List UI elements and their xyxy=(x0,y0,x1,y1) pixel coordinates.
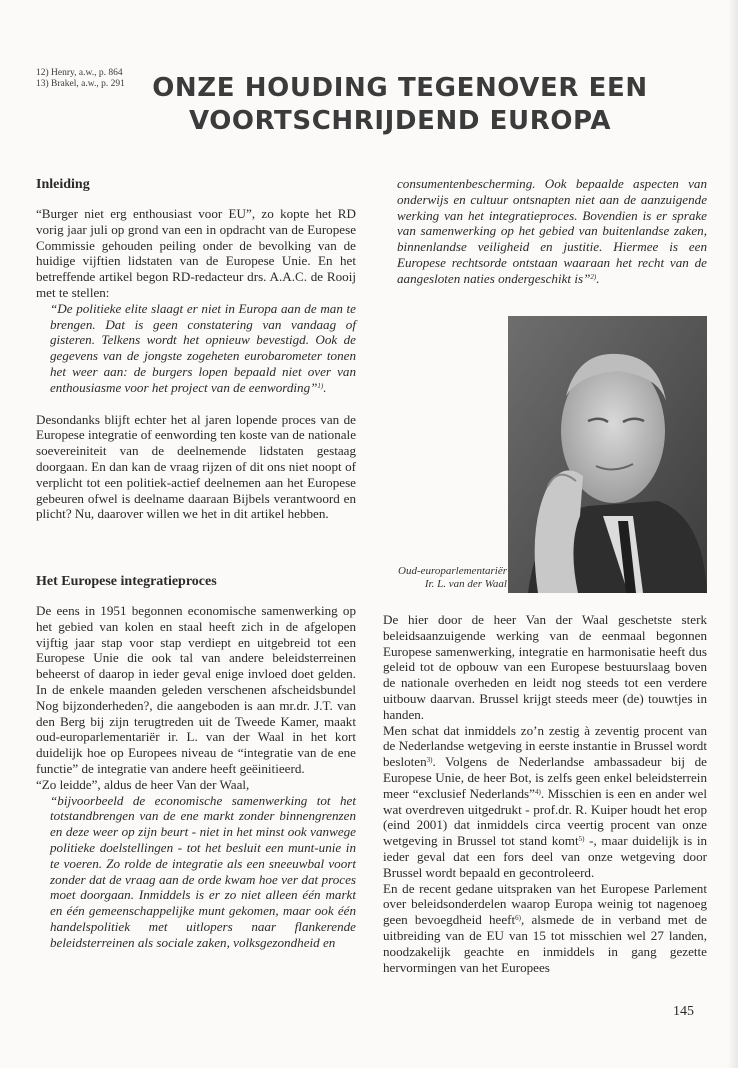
article-title xyxy=(120,72,680,138)
waal-quote-continued-text: consumentenbescherming. Ook bepaalde aspecten van onderwijs en cultuur ontsnapten niet aan de aanzuigende werking van het integratieproces. Bovendien is er sprake van samenwerking op het gebied van buitenlandse zaken, binnenlandse veiligheid en justitie. Hiermee is een Europese rechtsorde ontstaan waaraan het recht van de aangesloten naties ondergeschikt is” xyxy=(397,176,707,286)
waal-quote-continued: consumentenbescherming. Ook bepaalde aspecten van onderwijs en cultuur ontsnapten niet aan de aanzuigende werking van het integratieproces. Bovendien is er sprake van samenwerking op het gebied van buitenlandse zaken, binnenlandse veiligheid en justitie. Hiermee is een Europese rechtsorde ontstaan waaraan het recht van de aangesloten naties ondergeschikt is”$^{2)}$. xyxy=(397,176,707,286)
portrait-photo xyxy=(508,316,707,593)
footnote-13: 13) Brakel, a.w., p. 291 xyxy=(36,79,125,89)
integration-paragraph-5 xyxy=(383,881,707,976)
footnote-ref-2: 2) xyxy=(590,272,597,281)
title-line-2: VOORTSCHRIJDEND EUROPA xyxy=(188,106,612,136)
footnote-ref-4: 4) xyxy=(534,787,541,796)
heading-inleiding: Inleiding xyxy=(36,177,90,192)
intro-quote: “De politieke elite slaagt er niet in Europa aan de man te brengen. Dat is geen constatering van vandaag of gisteren. Telkens wordt het opnieuw bevestigd. Ook de gegevens van de jongste zogeheten eurobarometer tonen het weer aan: de burgers lopen bepaald niet over van enthousiasme voor het project van de eenwording”$^{1)}$. xyxy=(50,300,356,395)
p4-text-a: Men schat dat inmiddels zo’n zestig à zeventig procent van de Nederlandse wetgeving in eerste instantie in Brussel wordt besloten xyxy=(383,722,707,770)
footnote-ref-3: 3) xyxy=(426,756,433,765)
right-column-top xyxy=(383,176,707,287)
p4-text-c: . Misschien is een en ander wel wat overdreven uitgedrukt - prof.dr. R. Kuiper houdt het erop (eind 2001) dat inmiddels circa veertig procent van onze wetgeving in Brussel tot stand komt xyxy=(383,785,707,849)
integration-paragraph-1: De eens in 1951 begonnen economische samenwerking op het gebied van kolen en staal heeft zich in de afgelopen vijftig jaar stap voor stap verdiept en uitgebreid tot een Europese Unie die ook tal van andere beleidsterreinen beheerst of daarop in ieder geval enige invloed doet gelden. In de enkele maanden geleden verschenen afscheidsbundel Nog bijzonderheden?, die aangeboden is aan mr.dr. J.T. van den Berg bij zijn terugtreden uit de Tweede Kamer, maakt oud-europarlementariër ir. L. van der Waal in het kort duidelijk hoe op Europees niveau de “integratie van de ene functie” de integratie van andere heeft geëinitieerd. xyxy=(36,603,356,776)
intro-quote-text: “De politieke elite slaagt er niet in Europa aan de man te brengen. Dat is geen constatering van vandaag of gisteren. Telkens wordt het opnieuw bevestigd. Ook de gegevens van de jongste zogeheten eurobarometer tonen het weer aan: de burgers lopen bepaald niet over van enthousiasme voor het project van de eenwording” xyxy=(50,300,356,395)
integration-paragraph-2: “Zo leidde”, aldus de heer Van der Waal, xyxy=(36,776,250,792)
footnote-ref-5: 5) xyxy=(578,835,585,844)
footnote-12: 12) Henry, a.w., p. 864 xyxy=(36,68,123,78)
p4-text-d: -, maar duidelijk is in ieder geval dat een fors deel van onze wetgeving door Brussel wordt bepaald en gecontroleerd. xyxy=(383,833,707,880)
photo-caption: Oud-europarlementariër Ir. L. van der Waal xyxy=(398,565,507,590)
footnotes xyxy=(36,68,125,90)
footnote-ref-1: 1) xyxy=(317,381,324,390)
waal-quote: “bijvoorbeeld de economische samenwerking tot het totstandbrengen van de ene markt zonder binnengrenzen en deze weer op zijn beurt - niet in het minst ook vanwege politieke doelstellingen - tot het besluit een munt-unie in te voeren. Zo rolde de integratie als een sneeuwbal voort zonder dat de vraag aan de orde kwam hoe ver dat proces moet doorgaan. Inmiddels is er zo niet alleen één markt en één gemeenschappelijke munt gekomen, maar ook één handelspolitiek met uitlopers naar flankerende beleidsterreinen als sociale zaken, volksgezondheid en xyxy=(50,792,356,950)
p4-text-b: . Volgens de Nederlandse ambassadeur bij de Europese Unie, de heer Bot, is zelfs geen enkel beleidsterrein meer “exclusief Nederlands” xyxy=(383,754,707,801)
integration-paragraph-4 xyxy=(383,723,707,881)
intro-paragraph-1: “Burger niet erg enthousiast voor EU”, zo kopte het RD vorig jaar juli op grond van een in opdracht van de Europese Commissie gehouden peiling onder de bevolking van de huidige vijftien lidstaten van de Europese Unie. En het betreffende artikel begon RD-redacteur drs. A.A.C. de Rooij met te stellen: xyxy=(36,206,356,300)
footnote-ref-6: 6) xyxy=(515,914,521,923)
left-column-intro xyxy=(36,176,356,522)
heading-europese-integratieproces: Het Europese integratieproces xyxy=(36,574,217,589)
integration-paragraph-3: De hier door de heer Van der Waal geschetste sterk beleidsaanzuigende werking van de eenmaal begonnen Europese samenwerking, integratie en harmonisatie heeft dus geleid tot de opbouw van een Europese bestuurslaag boven de nationale overheden en leidt nog steeds tot een verdere uitbouw daarvan. Brussel krijgt steeds meer (de) touwtjes in handen. xyxy=(383,612,707,722)
page-edge-shadow xyxy=(728,0,738,1068)
page-number: 145 xyxy=(673,1004,694,1019)
p5-text-b: , alsmede de in verband met de uitbreiding van de EU van 15 tot misschien wel 27 landen, noodzakelijk geachte en inmiddels in gang gezette hervormingen van het Europees xyxy=(383,912,707,975)
intro-paragraph-2: Desondanks blijft echter het al jaren lopende proces van de Europese integratie of eenwording ten koste van de nationale soevereiniteit van de deelnemende lidstaten gestaag doorgaan. En dan kan de vraag rijzen of dit ons niet noopt of verplicht tot een politiek-actief deelnemen aan het Europese gebeuren ofwel is deelname daaraan Bijbels verantwoord en plicht? Nu, daarover willen we het in dit artikel hebben. xyxy=(36,411,356,522)
right-column-bottom xyxy=(383,612,707,975)
portrait-illustration xyxy=(508,316,707,593)
left-column-integration xyxy=(36,573,356,951)
title-line-1: ONZE HOUDING TEGENOVER EEN xyxy=(152,73,648,103)
p5-text-a: En de recent gedane uitspraken van het Europese Parlement over beleidsonderdelen waarop Europa weinig tot nagenoeg geen bevoegdheid heeft xyxy=(383,880,707,928)
